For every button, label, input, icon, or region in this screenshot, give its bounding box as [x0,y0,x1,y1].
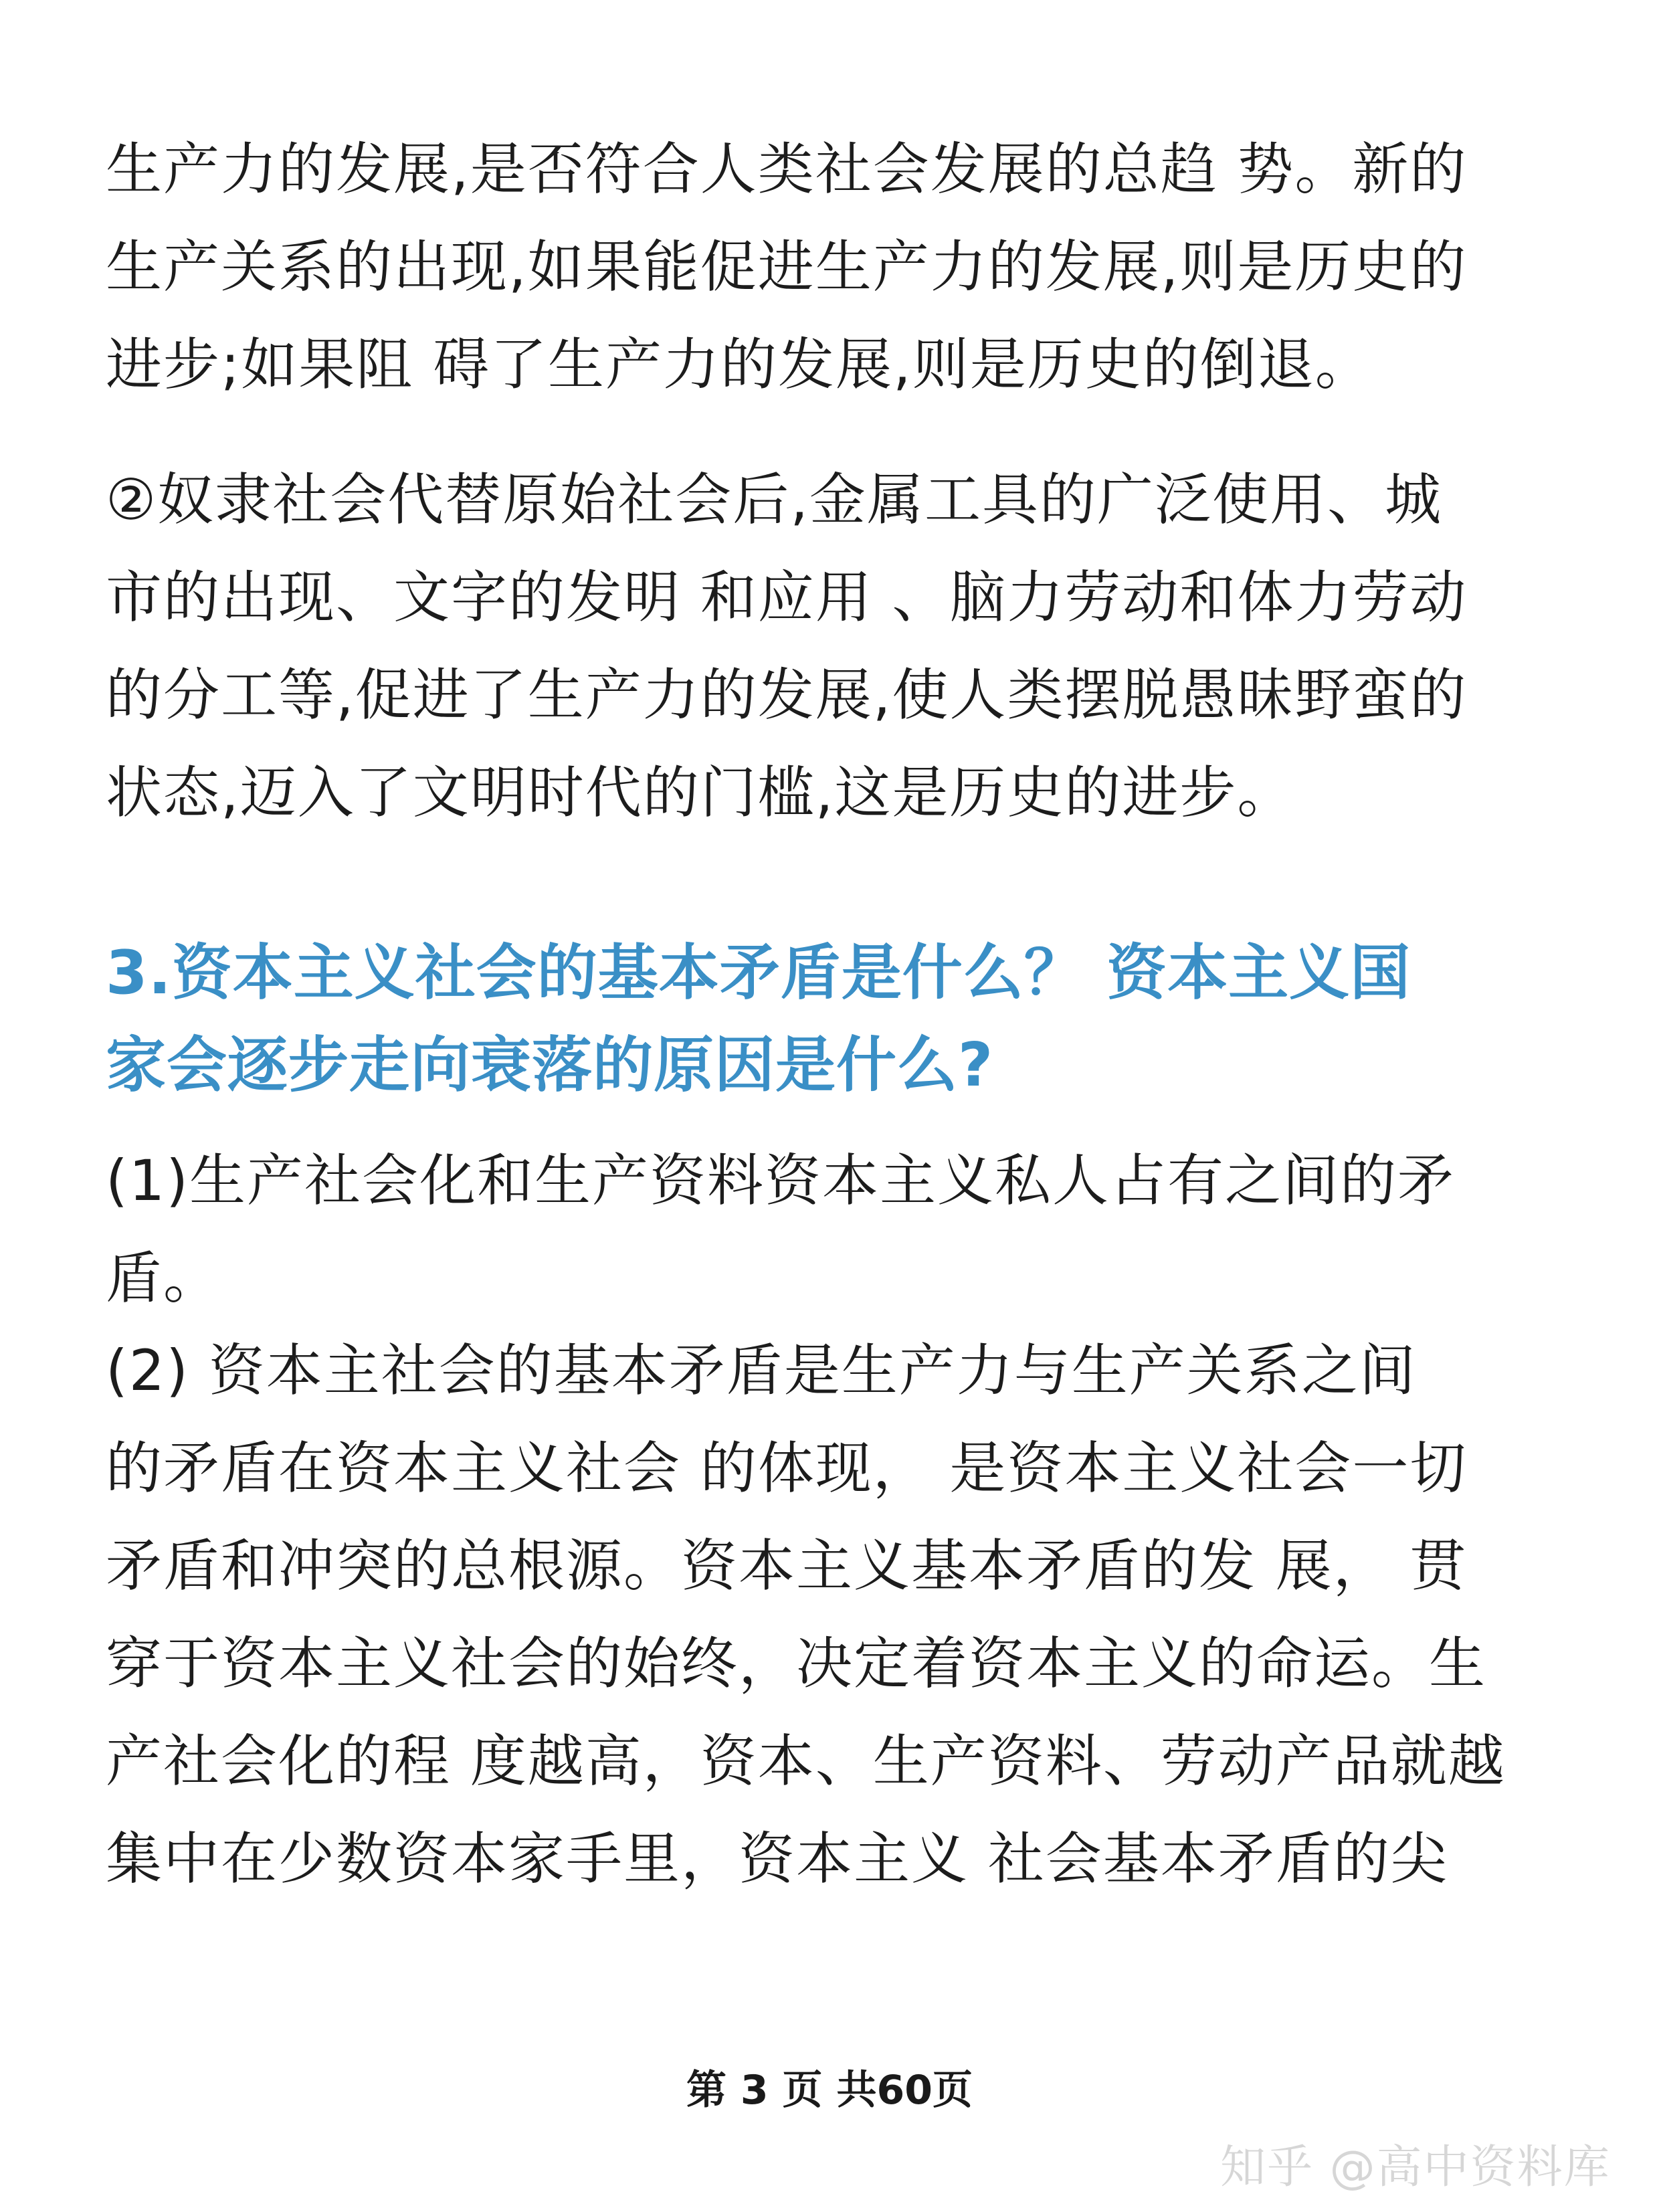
answer-point: (2) 资本主社会的基本矛盾是生产力与生产关系之间 的矛盾在资本主义社会 的体现， 是资本主义社会一切 矛盾和冲突的总根源。资本主义基本矛盾的发 展， 贯 穿于资本主义社会的始终，决定着资本主义的命运。生 产社会化的程 度越高，资本、生产资料、劳动产品就越 集中在少数资本家手里，资本主义 社会基本矛盾的尖 [106,1338,1506,1892]
page-number-footer: 第 3 页 共60页 [686,2067,973,2114]
watermark: 知乎 @高中资料库 [1220,2141,1611,2194]
body-paragraph: 生产力的发展,是否符合人类社会发展的总趋 势。新的 生产关系的出现,如果能促进生产力的发展,则是历史的 进步;如果阻 碍了生产力的发展,则是历史的倒退。 [106,136,1468,397]
section-heading: 3.资本主义社会的基本矛盾是什么？ 资本主义国 家会逐步走向衰落的原因是什么? [106,938,1411,1100]
answer-point: (1)生产社会化和生产资料资本主义私人占有之间的矛 盾。 [106,1148,1455,1311]
body-paragraph: ②奴隶社会代替原始社会后,金属工具的广泛使用、城 市的出现、文字的发明 和应用 、脑力劳动和体力劳动 的分工等,促进了生产力的发展,使人类摆脱愚昧野蛮的 状态,迈入了文明时代的门槛,这是历史的进步。 [106,467,1468,825]
